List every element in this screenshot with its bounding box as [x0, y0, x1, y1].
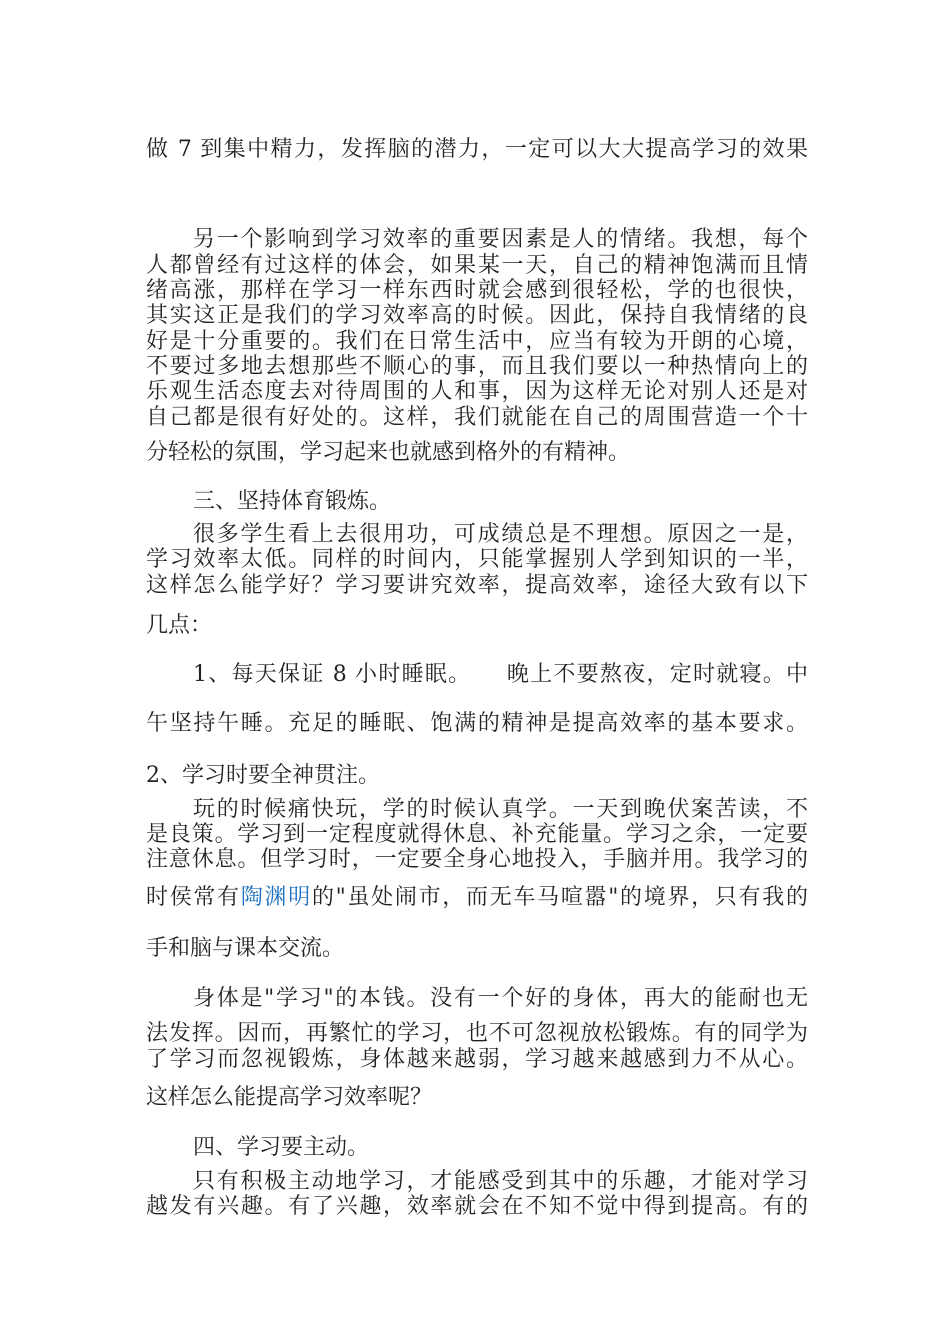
text-line: 这样怎么能学好？学习要讲究效率，提高效率，途径大致有以下: [146, 573, 808, 598]
text-line: 分轻松的氛围，学习起来也就感到格外的有精神。: [146, 440, 631, 465]
text-line: 只有积极主动地学习，才能感受到其中的乐趣，才能对学习: [193, 1169, 808, 1194]
text-line: 其实这正是我们的学习效率高的时候。因此，保持自我情绪的良: [146, 303, 808, 328]
text-line: 几点：: [146, 613, 213, 638]
section-heading: 三、坚持体育锻炼。: [193, 489, 392, 514]
text-line: 乐观生活态度去对待周围的人和事，因为这样无论对别人还是对: [146, 379, 808, 404]
text-line: 学习效率太低。同样的时间内，只能掌握别人学到知识的一半，: [146, 547, 808, 572]
section-heading: 四、学习要主动。: [193, 1135, 370, 1160]
text-line: 是良策。学习到一定程度就得休息、补充能量。学习之余，一定要: [146, 822, 808, 847]
text-line: 不要过多地去想那些不顺心的事，而且我们要以一种热情向上的: [146, 354, 808, 379]
person-link[interactable]: 陶渊明: [240, 885, 312, 910]
text-segment: 的"虽处闹市，而无车马喧嚣"的境界，只有我的: [311, 885, 808, 910]
text-line: 绪高涨，那样在学习一样东西时就会感到很轻松，学的也很快，: [146, 278, 808, 303]
text-line: 注意休息。但学习时，一定要全身心地投入，手脑并用。我学习的: [146, 847, 808, 872]
text-line: 了学习而忽视锻炼，身体越来越弱，学习越来越感到力不从心。: [146, 1047, 808, 1072]
text-line: 自己都是很有好处的。这样，我们就能在自己的周围营造一个十: [146, 405, 808, 430]
text-line: 越发有兴趣。有了兴趣，效率就会在不知不觉中得到提高。有的: [146, 1194, 808, 1219]
text-line: 手和脑与课本交流。: [146, 936, 345, 961]
text-line: 另一个影响到学习效率的重要因素是人的情绪。我想，每个: [193, 227, 808, 252]
text-line: 好是十分重要的。我们在日常生活中，应当有较为开朗的心境，: [146, 329, 808, 354]
text-line: 玩的时候痛快玩，学的时候认真学。一天到晚伏案苦读，不: [193, 797, 808, 822]
text-line: 人都曾经有过这样的体会，如果某一天，自己的精神饱满而且情: [146, 253, 808, 278]
text-line: 身体是"学习"的本钱。没有一个好的身体，再大的能耐也无: [193, 986, 808, 1011]
text-line: 很多学生看上去很用功，可成绩总是不理想。原因之一是，: [193, 522, 808, 547]
text-line: 午坚持午睡。充足的睡眠、饱满的精神是提高效率的基本要求。: [146, 711, 808, 736]
section-heading: 2、学习时要全神贯注。: [146, 763, 380, 788]
text-line: [146, 884, 808, 912]
text-line: 做 7 到集中精力，发挥脑的潜力，一定可以大大提高学习的效果: [146, 137, 808, 162]
text-line: 1、每天保证 8 小时睡眠。 晚上不要熬夜，定时就寝。中: [193, 662, 808, 687]
text-line: 这样怎么能提高学习效率呢？: [146, 1085, 433, 1110]
text-line: 法发挥。因而，再繁忙的学习，也不可忽视放松锻炼。有的同学为: [146, 1021, 808, 1046]
text-segment: 时侯常有: [146, 885, 241, 910]
